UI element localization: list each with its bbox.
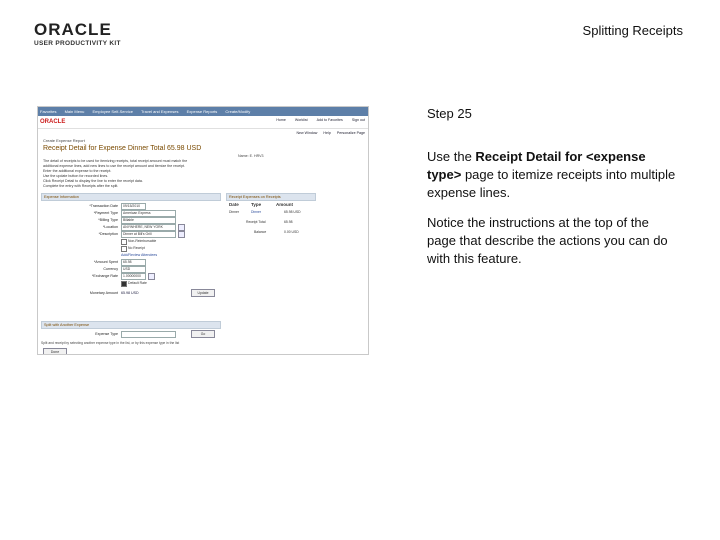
page-title: [38, 145, 368, 152]
payment-type-select[interactable]: American Express: [121, 210, 176, 217]
row-cell: 65.98: [284, 220, 293, 224]
oracle-logo: [34, 22, 126, 50]
receipt-expenses-header: Receipt Expenses on Receipts: [226, 193, 316, 201]
row-cell[interactable]: Dinner: [251, 210, 261, 214]
monetary-amount-value: 65.98 USD: [121, 291, 139, 295]
link-new-window[interactable]: New Window: [296, 131, 318, 135]
step-description: [427, 148, 677, 202]
page-links: [38, 129, 368, 137]
receipt-expenses-panel: [226, 193, 316, 238]
link-personalize[interactable]: Personalize Page: [336, 131, 365, 135]
description-post: page to itemize receipts into multiple expense lines.: [427, 167, 676, 200]
location-lookup-icon[interactable]: [178, 224, 185, 231]
instruction-line: Use the update button for recorded lines.: [43, 174, 109, 178]
payment-type-label: *Payment Type: [93, 211, 118, 215]
description-bold: Receipt Detail for <expense type>: [427, 149, 646, 182]
instruction-line: additional expense lines, add new lines to use the receipt amount and itemize the receipt.: [43, 164, 186, 168]
monetary-amount-label: Monetary Amount: [89, 291, 118, 295]
link-sign-out[interactable]: Sign out: [351, 118, 365, 122]
row-cell: Balance: [254, 230, 267, 234]
instruction-line: Enter the additional expense to the receipt.: [43, 169, 112, 173]
breadcrumb: Create Expense Report: [43, 138, 85, 143]
top-links: [268, 118, 365, 122]
col-date: Date: [229, 202, 239, 207]
col-amount: Amount: [276, 202, 293, 207]
screenshot-thumbnail: [37, 106, 369, 355]
split-panel-header: Split with Another Expense: [41, 321, 221, 329]
description-edit-icon[interactable]: [178, 231, 185, 238]
no-receipt-label: No Receipt: [128, 246, 145, 250]
nav-travel-expenses[interactable]: Travel and Expenses: [141, 109, 179, 114]
amount-spent-label: *Amount Spent: [93, 260, 118, 264]
brand-bar: [38, 116, 368, 129]
row-cell: 65.98 USD: [284, 210, 301, 214]
nav-expense-reports[interactable]: Expense Reports: [186, 109, 218, 114]
description-field[interactable]: Dinner at Bill's Grill: [121, 231, 176, 238]
detail-panels: [38, 193, 368, 313]
logo-word: ORACLE: [34, 20, 112, 39]
step-note: Notice the instructions at the top of the page that describe the actions you can do with this feature.: [427, 215, 668, 266]
step-number: Step 25: [427, 106, 472, 121]
billing-type-label: *Billing Type: [98, 218, 118, 222]
done-button[interactable]: Done: [43, 348, 67, 355]
receipt-table-header: [226, 201, 316, 208]
nav-favorites[interactable]: Favorites: [40, 109, 57, 114]
transaction-date-label: *Transaction Date: [89, 204, 118, 208]
page-instructions: [38, 159, 323, 189]
link-add-favorites[interactable]: Add to Favorites: [316, 118, 343, 122]
row-cell: Dinner: [229, 210, 239, 214]
row-cell: Receipt Total: [246, 220, 266, 224]
description-label: *Description: [98, 232, 118, 236]
table-row: [226, 208, 316, 218]
nav-create-modify[interactable]: Create/Modify: [225, 109, 251, 114]
link-home[interactable]: Home: [276, 118, 286, 122]
employee-name: Name: E. HRV3: [238, 154, 264, 158]
logo-subtitle: USER PRODUCTIVITY KIT: [34, 40, 121, 47]
brand-logo: ORACLE: [40, 119, 66, 125]
row-cell: 0.00 USD: [284, 230, 299, 234]
currency-field[interactable]: USD: [121, 266, 146, 273]
link-help[interactable]: Help: [323, 131, 331, 135]
nav-main-menu[interactable]: Main Menu: [64, 109, 85, 114]
location-label: *Location: [103, 225, 118, 229]
exchange-rate-label: *Exchange Rate: [92, 274, 118, 278]
link-worklist[interactable]: Worklist: [294, 118, 308, 122]
split-panel: [41, 321, 221, 345]
instruction-line: Complete the entry with Receipts after the split.: [43, 184, 119, 188]
default-rate-checkbox[interactable]: [121, 281, 127, 287]
expense-type-select[interactable]: [121, 331, 176, 338]
go-button[interactable]: Go: [191, 330, 215, 338]
description-pre: Use the: [427, 149, 476, 164]
instruction-line: The detail of receipts to be used for itemizing receipts, total receipt amount must match the: [43, 159, 188, 163]
table-row: [226, 228, 316, 238]
amount-spent-field[interactable]: 65.98: [121, 259, 146, 266]
instruction-line: Click Receipt Detail to display the line to enter the receipt data.: [43, 179, 143, 183]
attendees-link[interactable]: Add/Review Attendees: [121, 253, 158, 257]
location-field[interactable]: ANYWHERE, NEW YORK: [121, 224, 176, 231]
billing-type-select[interactable]: Billable: [121, 217, 176, 224]
non-reimbursable-label: Non-Reimbursable: [128, 239, 157, 243]
page-title-total: Total 65.98 USD: [150, 145, 202, 152]
update-button[interactable]: Update: [191, 289, 215, 297]
expense-type-label: Expense Type: [95, 332, 118, 336]
table-row: [226, 218, 316, 228]
col-type: Type: [251, 202, 262, 207]
exchange-rate-field[interactable]: 1.00000000: [121, 273, 146, 280]
slide-title: Splitting Receipts: [582, 23, 683, 38]
transaction-date-field[interactable]: 09/15/2010: [121, 203, 146, 210]
nav-employee-self-service[interactable]: Employee Self-Service: [92, 109, 133, 114]
top-navigation: [38, 107, 368, 116]
expense-information-header: Expense Information: [41, 193, 221, 201]
default-rate-label: Default Rate: [128, 281, 147, 285]
expense-information-panel: [41, 193, 221, 297]
currency-label: Currency: [103, 267, 118, 271]
page-title-text: Receipt Detail for Expense Dinner: [43, 145, 149, 152]
split-footer-text: Split and receipt by selecting another expense type in the list, or by this expense type in the list: [41, 341, 180, 345]
exchange-rate-lookup-icon[interactable]: [148, 273, 155, 280]
